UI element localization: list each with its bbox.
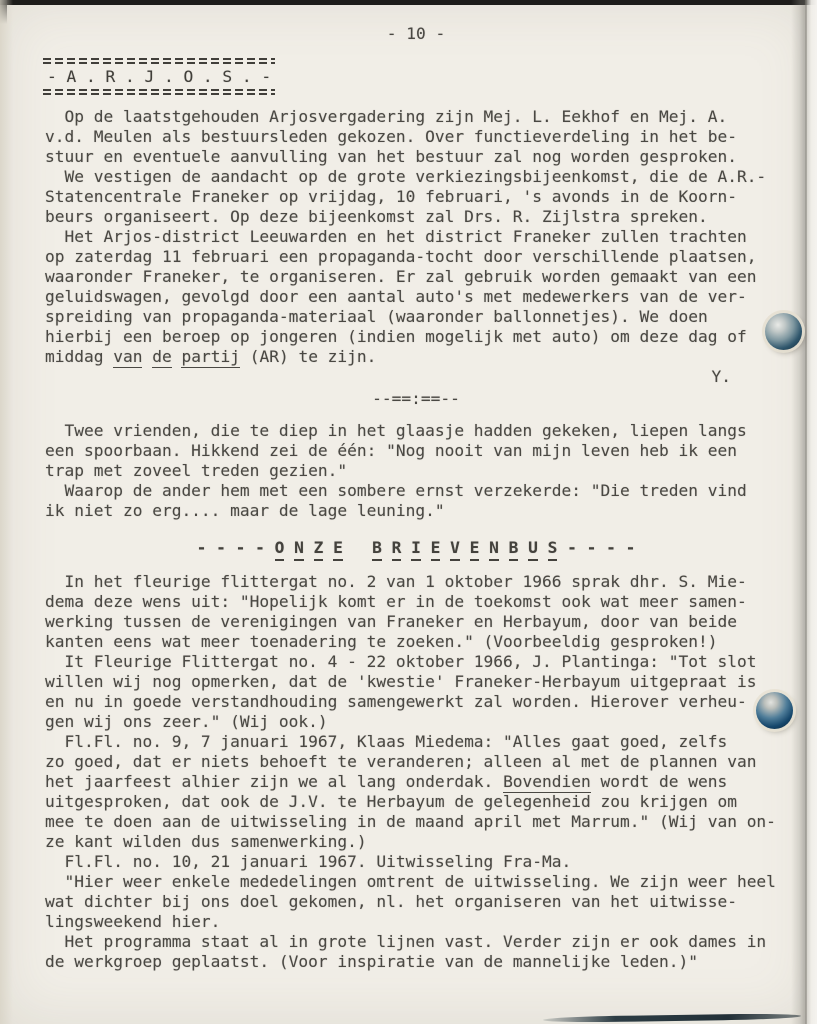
text-segment: v.d. Meulen als bestuursleden gekozen. Over functieverdeling in het be- <box>45 127 737 146</box>
heading-letter: S <box>548 538 558 561</box>
heading-dashes: - - - - <box>557 538 636 557</box>
text-line <box>45 307 787 327</box>
heading-arjos: - A . R . J . O . S . - <box>45 57 273 97</box>
heading-letter: N <box>489 538 499 561</box>
text-segment: Waarop de ander hem met een sombere ernst verzekerde: "Die treden vind <box>45 481 747 500</box>
heading-letter: E <box>470 538 480 561</box>
text-line <box>45 692 787 712</box>
text-line <box>45 592 787 612</box>
heading-letter: B <box>372 538 382 561</box>
text-line <box>45 812 787 832</box>
binder-stud-icon <box>765 313 802 350</box>
text-line <box>45 952 787 972</box>
text-segment: de werkgroep geplaatst. (Voor inspiratie van de mannelijke leden.)" <box>45 952 698 971</box>
text-line <box>45 167 787 187</box>
text-line <box>45 612 787 632</box>
signature: Y. <box>711 367 731 386</box>
heading-dashes: - - - - <box>196 538 275 557</box>
text-line <box>45 227 787 247</box>
text-segment: wordt de wens <box>590 772 728 791</box>
text-segment: Fl.Fl. no. 9, 7 januari 1967, Klaas Miedema: "Alles gaat goed, zelfs <box>45 732 728 751</box>
text-segment: Het programma staat al in grote lijnen vast. Verder zijn er ook dames in <box>45 932 767 951</box>
text-line <box>45 481 787 501</box>
text-line <box>45 421 787 441</box>
text-line <box>45 672 787 692</box>
text-line <box>45 852 787 872</box>
underlined-text: de <box>152 347 172 366</box>
text-segment: uitgesproken, dat ook de J.V. te Herbayum de gelegenheid zou krijgen om <box>45 792 737 811</box>
text-line <box>45 347 787 367</box>
text-segment: ik niet zo erg.... maar de lage leuning." <box>45 501 445 520</box>
page-edge-right <box>791 0 817 1024</box>
text-line <box>45 327 787 347</box>
text-segment: lingsweekend hier. <box>45 912 221 931</box>
page-number: - 10 - <box>386 24 446 43</box>
text-line <box>45 752 787 772</box>
text-line <box>45 107 787 127</box>
heading-letter: O <box>275 538 285 561</box>
text-segment <box>142 347 152 366</box>
heading-letter <box>421 538 431 557</box>
heading-letter: V <box>450 538 460 561</box>
heading-letter <box>538 538 548 557</box>
text-segment: dema deze wens uit: "Hopelijk komt er in de toekomst ook wat meer samen- <box>45 592 747 611</box>
text-segment: werking tussen de verenigingen van Franeker en Herbayum, door van beide <box>45 612 737 631</box>
text-line <box>45 712 787 732</box>
heading-letter: E <box>333 538 343 561</box>
text-line <box>45 912 787 932</box>
text-segment: ze kant wilden dus samenwerking.) <box>45 832 367 851</box>
text-line <box>45 147 787 167</box>
heading-letter <box>382 538 392 557</box>
underlined-text: van <box>113 347 143 366</box>
heading-letter <box>284 538 294 557</box>
brievenbus-paragraphs <box>45 572 787 972</box>
scan-edge-top <box>0 0 817 5</box>
text-segment: "Hier weer enkele mededelingen omtrent de uitwisseling. We zijn weer heel <box>45 872 776 891</box>
text-line <box>45 187 787 207</box>
text-segment: Statencentrale Franeker op vrijdag, 10 februari, 's avonds in de Koorn- <box>45 187 737 206</box>
heading-letter: U <box>528 538 538 561</box>
text-segment: In het fleurige flittergat no. 2 van 1 oktober 1966 sprak dhr. S. Mie- <box>45 572 747 591</box>
heading-letter: R <box>392 538 402 561</box>
text-segment: trap met zoveel treden gezien." <box>45 461 348 480</box>
text-segment: en nu in goede verstandhouding samengewerkt zal worden. Hierover verheu- <box>45 692 747 711</box>
underlined-text: partij <box>181 347 240 366</box>
text-line <box>45 287 787 307</box>
text-segment: spreiding van propaganda-materiaal (waaronder ballonnetjes). We doen <box>45 307 708 326</box>
heading-letter <box>460 538 470 557</box>
text-segment: Fl.Fl. no. 10, 21 januari 1967. Uitwisseling Fra-Ma. <box>45 852 572 871</box>
underlined-text: Bovendien <box>503 772 591 791</box>
heading-letter <box>323 538 333 557</box>
text-segment: gen wij ons zeer." (Wij ook.) <box>45 712 328 731</box>
text-segment: hierbij een beroep op jongeren (indien mogelijk met auto) om deze dag of <box>45 327 747 346</box>
text-line <box>45 792 787 812</box>
heading-letter <box>518 538 528 557</box>
text-line <box>45 572 787 592</box>
heading-letter <box>362 538 372 557</box>
joke-paragraph <box>45 421 787 521</box>
heading-letter: B <box>509 538 519 561</box>
text-segment: Op de laatstgehouden Arjosvergadering zijn Mej. L. Eekhof en Mej. A. <box>45 107 728 126</box>
text-line <box>45 207 787 227</box>
heading-letter <box>304 538 314 557</box>
text-line <box>45 832 787 852</box>
text-line <box>45 127 787 147</box>
text-segment: mee te doen aan de uitwisseling in de maand april met Marrum." (Wij van on- <box>45 812 776 831</box>
heading-onze-brievenbus <box>45 538 787 558</box>
next-page-shadow-line <box>543 1013 801 1023</box>
heading-letter <box>401 538 411 557</box>
text-line <box>45 247 787 267</box>
typewritten-text-column <box>45 24 787 972</box>
text-segment: zo goed, dat er niets behoeft te veranderen; alleen al met de plannen van <box>45 752 757 771</box>
text-segment: Twee vrienden, die te diep in het glaasje hadden gekeken, liepen langs <box>45 421 747 440</box>
text-line <box>45 932 787 952</box>
heading-letter: E <box>431 538 441 561</box>
binder-stud-icon <box>756 692 793 729</box>
text-line <box>45 652 787 672</box>
text-line <box>45 772 787 792</box>
text-segment: kanten eens wat meer toenadering te zoeken." (Voorbeeldig gesproken!) <box>45 632 718 651</box>
text-segment: beurs organiseert. Op deze bijeenkomst zal Drs. R. Zijlstra spreken. <box>45 207 708 226</box>
scan-edge-left <box>0 0 13 1024</box>
heading-letter: I <box>411 538 421 561</box>
text-line <box>45 872 787 892</box>
text-segment: op zaterdag 11 februari een propaganda-tocht door verschillende plaatsen, <box>45 247 757 266</box>
text-segment: It Fleurige Flittergat no. 4 - 22 oktober 1966, J. Plantinga: "Tot slot <box>45 652 757 671</box>
heading-letter <box>479 538 489 557</box>
text-segment: Het Arjos-district Leeuwarden en het district Franeker zullen trachten <box>45 227 747 246</box>
heading-letter <box>440 538 450 557</box>
text-line <box>45 441 787 461</box>
text-segment: middag <box>45 347 114 366</box>
text-segment: een spoorbaan. Hikkend zei de één: "Nog nooit van mijn leven heb ik een <box>45 441 737 460</box>
heading-letter <box>353 538 363 557</box>
heading-letter <box>499 538 509 557</box>
heading-letter: N <box>294 538 304 561</box>
text-line <box>45 732 787 752</box>
text-line <box>45 461 787 481</box>
heading-letter <box>343 538 353 557</box>
text-segment: stuur en eventuele aanvulling van het bestuur zal nog worden gesproken. <box>45 147 737 166</box>
text-segment: waaronder Franeker, te organiseren. Er zal gebruik worden gemaakt van een <box>45 267 757 286</box>
text-segment: (AR) te zijn. <box>239 347 377 366</box>
text-line <box>45 632 787 652</box>
text-segment: wat dichter bij ons doel gekomen, nl. het organiseren van het uitwisse- <box>45 892 737 911</box>
text-segment: willen wij nog opmerken, dat de 'kwestie' Franeker-Herbayum uitgepraat is <box>45 672 757 691</box>
text-segment: geluidswagen, gevolgd door een aantal auto's met medewerkers van de ver- <box>45 287 747 306</box>
text-line <box>45 267 787 287</box>
text-segment: We vestigen de aandacht op de grote verkiezingsbijeenkomst, die de A.R.- <box>45 167 767 186</box>
text-segment: het jaarfeest alhier zijn we al lang onderdak. <box>45 772 504 791</box>
page-edge-right-line <box>805 0 807 1024</box>
section-divider: --==:==-- <box>372 389 460 408</box>
text-line <box>45 501 787 521</box>
text-line <box>45 892 787 912</box>
heading-letter: Z <box>314 538 324 561</box>
arjos-paragraphs <box>45 107 787 367</box>
